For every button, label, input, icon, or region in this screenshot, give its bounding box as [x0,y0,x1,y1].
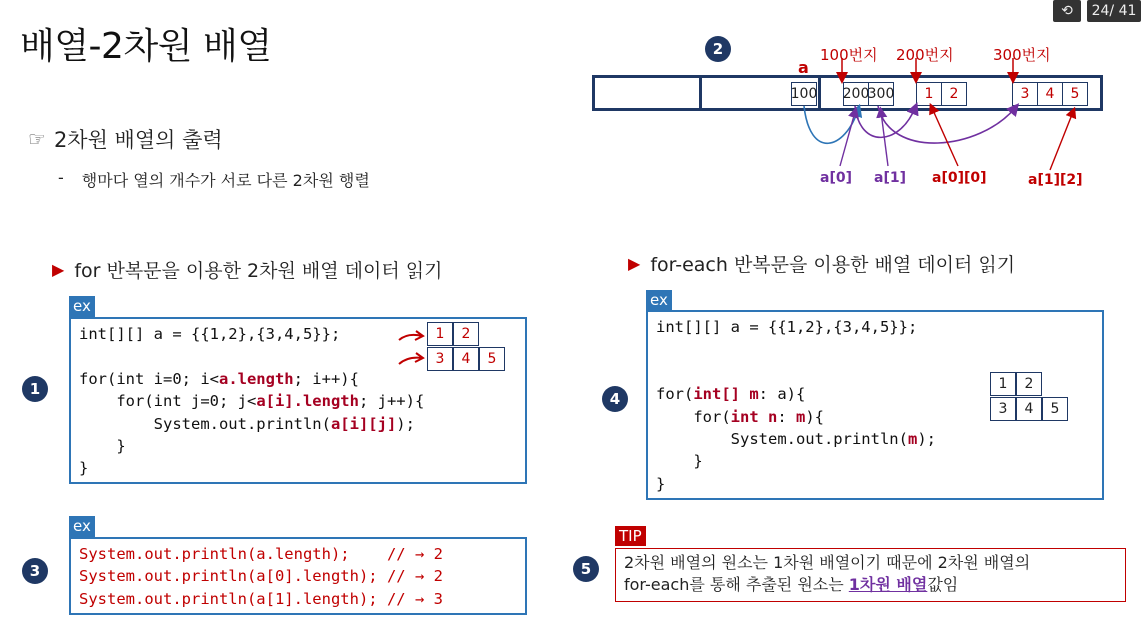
page-counter: 24/ 41 [1087,0,1141,22]
section-for-text: for 반복문을 이용한 2차원 배열 데이터 읽기 [74,260,443,282]
grid-cell: 3 [427,347,453,371]
ex-tag: ex [69,296,95,317]
sub-bullet-text: 행마다 열의 개수가 서로 다른 2차원 행렬 [81,171,370,190]
red-triangle-icon: ▶ [628,254,641,273]
grid-cell: 5 [1042,397,1068,421]
data-cell: 1 [916,82,942,106]
grid-cell: 1 [427,322,453,346]
sub-dash: - [58,168,64,187]
label-a1: a[1] [874,170,906,186]
step-1-badge: 1 [22,376,48,402]
data-cell: 2 [941,82,967,106]
ref-cell-a0: 200 [843,82,869,106]
data-cell: 5 [1062,82,1088,106]
tip-line-1: 2차원 배열의 원소는 1차원 배열이기 때문에 2차원 배열의 [624,553,1031,572]
page-title: 배열-2차원 배열 [20,26,272,67]
length-line: System.out.println(a[1].length); // → 3 [79,589,443,608]
section-foreach-title [628,250,1015,277]
step-5-badge: 5 [573,556,599,582]
ex-tag: ex [646,290,672,311]
main-bullet-text: 2차원 배열의 출력 [53,128,223,152]
label-a00: a[0][0] [932,170,987,186]
section-for-title [52,256,442,283]
step-4-badge: 4 [602,386,628,412]
tip-tag: TIP [615,526,646,546]
label-arrow [840,112,855,166]
ref-arrow [804,106,858,143]
handwritten-arrow-icon [396,326,428,370]
grid-cell: 5 [479,347,505,371]
tip-highlight: 1차원 배열 [848,575,928,594]
data-cell: 3 [1012,82,1038,106]
tip-box [615,548,1126,602]
length-line: System.out.println(a.length); // → 2 [79,545,443,563]
code-box-length [69,537,527,615]
ref-cell-a: 100 [791,82,817,106]
var-a-label: a [798,58,809,77]
addr-100-label: 100번지 [820,46,878,64]
label-arrow [932,108,958,166]
data-cell: 4 [1037,82,1063,106]
grid-cell: 3 [990,397,1016,421]
red-triangle-icon: ▶ [52,260,65,279]
pointing-hand-icon: ☞ [28,127,46,151]
addr-300-label: 300번지 [993,46,1051,64]
length-line: System.out.println(a[0].length); // → 2 [79,567,443,586]
grid-cell: 4 [453,347,479,371]
grid-cell: 4 [1016,397,1042,421]
memory-diagram [0,0,1141,200]
step-2-badge: 2 [705,36,731,62]
ex-tag: ex [69,516,95,537]
label-a0: a[0] [820,170,852,186]
section-foreach-text: for-each 반복문을 이용한 배열 데이터 읽기 [650,254,1016,276]
ref-cell-a1: 300 [868,82,894,106]
step-3-badge: 3 [22,558,48,584]
code-block-foreach: int[][] a = {{1,2},{3,4,5}}; for(int[] m: a){ for(int n: m){ System.out.println(m); } } [656,318,936,493]
addr-200-label: 200번지 [896,46,954,64]
refresh-icon[interactable]: ⟲ [1053,0,1081,22]
grid-cell: 2 [453,322,479,346]
ref-arrow [878,106,1015,143]
tip-line-2: for-each를 통해 추출된 원소는 1차원 배열값임 [624,575,959,594]
grid-cell: 1 [990,372,1016,396]
code-block-for: int[][] a = {{1,2},{3,4,5}}; for(int i=0; i<a.length; i++){ for(int j=0; j<a[i].length; j++){ System.out.println(a[i][j]); } } [79,325,425,478]
label-arrow [1050,112,1073,170]
label-a12: a[1][2] [1028,172,1083,188]
grid-cell: 2 [1016,372,1042,396]
